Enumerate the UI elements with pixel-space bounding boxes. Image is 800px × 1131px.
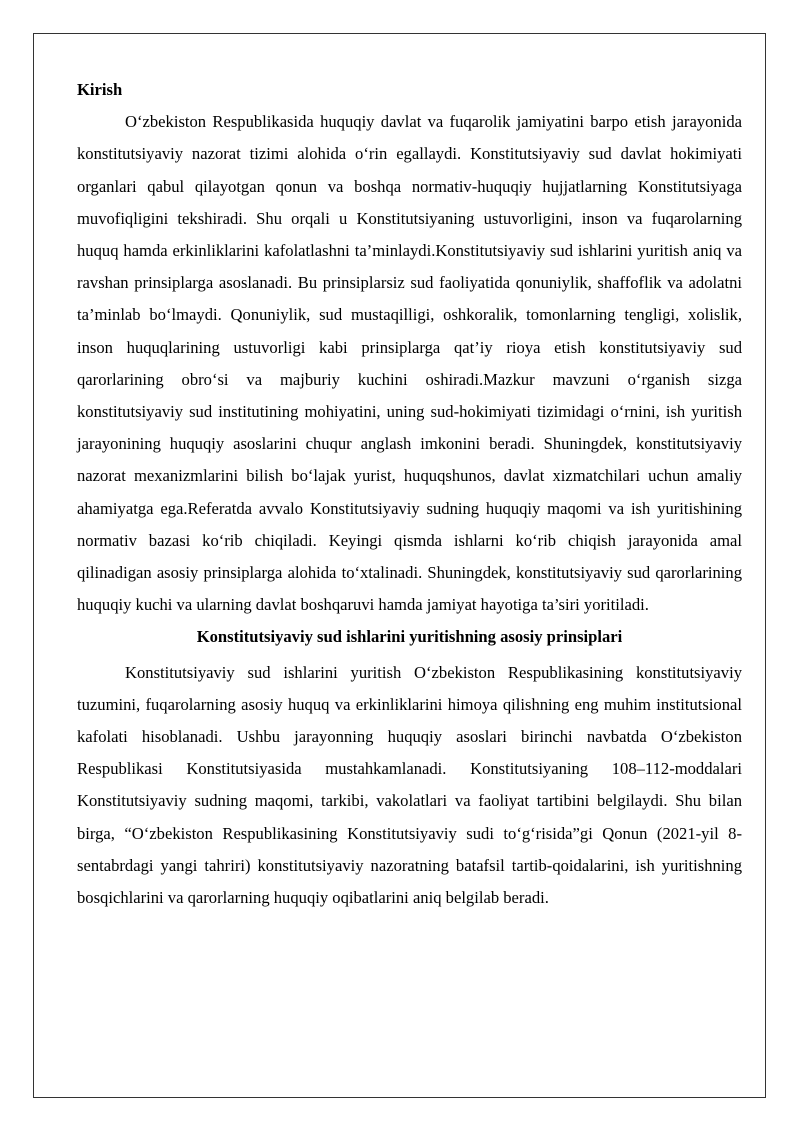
section-paragraph: Konstitutsiyaviy sud ishlarini yuritish O‘zbekiston Respublikasining konstitutsiyaviy tuzumini, fuqarolarning asosiy huquq va erkinliklarini himoya qilishning eng muhim institutsional kafolati hisoblanadi. Ushbu jarayonning huquqiy asoslari birinchi navbatda O‘zbekiston Respublikasi Konstitutsiyasida mustahkamlanadi. Konstitutsiyaning 108–112-moddalari Konstitutsiyaviy sudning maqomi, tarkibi, vakolatlari va faoliyat tartibini belgilaydi. Shu bilan birga, “O‘zbekiston Respublikasining Konstitutsiyaviy sudi to‘g‘risida”gi Qonun (2021-yil 8-sentabrdagi yangi tahriri) konstitutsiyaviy nazoratning batafsil tartib-qoidalarini, ish yuritishning bosqichlarini va qarorlarning huquqiy oqibatlarini aniq belgilab beradi. (77, 662, 742, 908)
section-heading: Konstitutsiyaviy sud ishlarini yuritishning asosiy prinsiplari (196, 627, 623, 647)
intro-paragraph: O‘zbekiston Respublikasida huquqiy davlat va fuqarolik jamiyatini barpo etish jarayonida konstitutsiyaviy nazorat tizimi alohida o‘rin egallaydi. Konstitutsiyaviy sud davlat hokimiyati organlari qabul qilayotgan qonun va boshqa normativ-huquqiy hujjatlarning Konstitutsiyaga muvofiqligini tekshiradi. Shu orqali u Konstitutsiyaning ustuvorligini, inson va fuqarolarning huquq hamda erkinliklarini kafolatlashni ta’minlaydi.Konstitutsiyaviy sud ishlarini yuritish aniq va ravshan prinsiplarga asoslanadi. Bu prinsiplarsiz sud faoliyatida qonuniylik, shaffoflik va adolatni ta’minlab bo‘lmaydi. Qonuniylik, sud mustaqilligi, oshkoralik, tomonlarning tengligi, xolislik, inson huquqlarining ustuvorligi kabi prinsiplarga qat’iy rioya etish konstitutsiyaviy sud qarorlarining obro‘si va majburiy kuchini oshiradi.Mazkur mavzuni o‘rganish sizga konstitutsiyaviy sud institutining mohiyatini, uning sud-hokimiyati tizimidagi o‘rnini, ish yuritish jarayonining huquqiy asoslarini chuqur anglash imkonini beradi. Shuningdek, konstitutsiyaviy nazorat mexanizmlarini bilish bo‘lajak yurist, huquqshunos, davlat xizmatchilari uchun amaliy ahamiyatga ega.Referatda avvalo Konstitutsiyaviy sudning huquqiy maqomi va ish yuritishining normativ bazasi ko‘rib chiqiladi. Keyingi qismda ishlarni ko‘rib chiqish jarayonida amal qilinadigan asosiy prinsiplarga alohida to‘xtalinadi. Shuningdek, konstitutsiyaviy sud qarorlarining huquqiy kuchi va ularning davlat boshqaruvi hamda jamiyat hayotiga ta’siri yoritiladi. (77, 112, 742, 615)
document-body (77, 74, 742, 914)
intro-heading: Kirish (77, 80, 123, 99)
